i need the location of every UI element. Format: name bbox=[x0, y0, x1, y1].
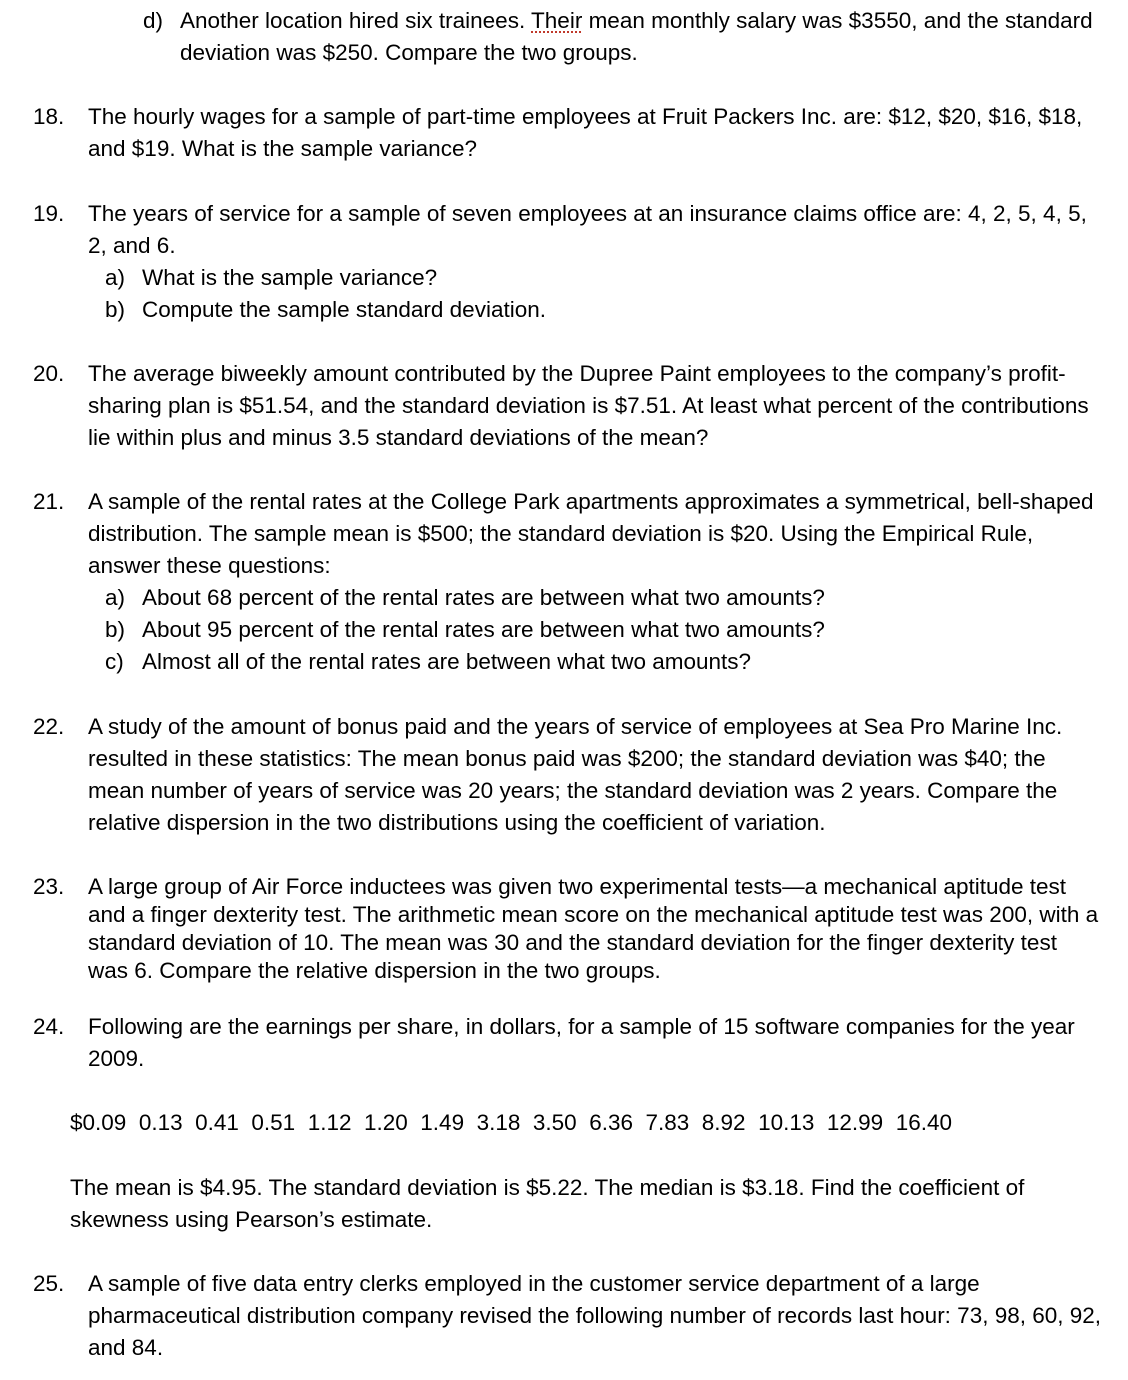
question-text: The average biweekly amount contributed by the Dupree Paint employees to the company’s profit-sharing plan is $51.54, and the standard deviation is $7.51. At least what percent of the contributions lie within plus and minus 3.5 standard deviations of the mean? bbox=[88, 361, 1089, 450]
sub-question-label: d) bbox=[143, 8, 164, 33]
question-22 bbox=[33, 711, 1103, 839]
sub-question-text: About 95 percent of the rental rates are between what two amounts? bbox=[142, 617, 825, 642]
question-number: 25. bbox=[33, 1271, 65, 1296]
earnings-value: 0.13 bbox=[138, 1110, 183, 1135]
sub-question-text: Almost all of the rental rates are between what two amounts? bbox=[142, 649, 752, 674]
question-24 bbox=[33, 1011, 1103, 1075]
earnings-value: 7.83 bbox=[645, 1110, 690, 1135]
question-19 bbox=[33, 198, 1103, 326]
earnings-value: 3.50 bbox=[532, 1110, 577, 1135]
sub-question bbox=[143, 5, 1103, 69]
question-number: 18. bbox=[33, 104, 65, 129]
earnings-value: 8.92 bbox=[701, 1110, 746, 1135]
sub-question-label: b) bbox=[105, 297, 126, 322]
earnings-value: 10.13 bbox=[758, 1110, 815, 1135]
earnings-value: 1.49 bbox=[420, 1110, 465, 1135]
text-segment: mean monthly salary was $3550, and the standard deviation was $250. Compare the two groups. bbox=[180, 8, 1093, 65]
grammar-flagged-word[interactable]: Their bbox=[531, 8, 583, 33]
question-number: 22. bbox=[33, 714, 65, 739]
sub-question-text: What is the sample variance? bbox=[142, 265, 438, 290]
sub-question-text: Compute the sample standard deviation. bbox=[142, 297, 546, 322]
question-number: 24. bbox=[33, 1014, 65, 1039]
question-21 bbox=[33, 486, 1103, 678]
question-number: 20. bbox=[33, 361, 65, 386]
question-23 bbox=[33, 873, 1103, 985]
text-segment: Another location hired six trainees. bbox=[180, 8, 532, 33]
sub-question bbox=[105, 294, 1103, 326]
earnings-value: 16.40 bbox=[895, 1110, 953, 1135]
sub-question-label: a) bbox=[105, 585, 126, 610]
earnings-value: 6.36 bbox=[589, 1110, 633, 1135]
sub-question bbox=[105, 582, 1103, 614]
question-25 bbox=[33, 1268, 1103, 1364]
sub-question-text: About 68 percent of the rental rates are between what two amounts? bbox=[142, 585, 825, 610]
question-number: 23. bbox=[33, 874, 65, 899]
earnings-value: 3.18 bbox=[476, 1110, 521, 1135]
question-text: The hourly wages for a sample of part-time employees at Fruit Packers Inc. are: $12, $20, $16, $18, and $19. What is the sample variance? bbox=[88, 104, 1083, 161]
question-text: A large group of Air Force inductees was given two experimental tests—a mechanical aptitude test and a finger dexterity test. The arithmetic mean score on the mechanical aptitude test was 200, with a standard deviation of 10. The mean was 30 and the standard deviation for the finger dexterity test was 6. Compare the relative dispersion in the two groups. bbox=[88, 874, 1099, 983]
earnings-value: 0.51 bbox=[251, 1110, 296, 1135]
earnings-value: 1.20 bbox=[364, 1110, 408, 1135]
question-text: The years of service for a sample of seven employees at an insurance claims office are: 4, 2, 5, 4, 5, 2, and 6. bbox=[88, 201, 1087, 258]
sub-question-label: a) bbox=[105, 265, 126, 290]
sub-question-text bbox=[180, 5, 1103, 69]
question-17d bbox=[33, 5, 1103, 69]
question-text: Following are the earnings per share, in dollars, for a sample of 15 software companies for the year 2009. bbox=[88, 1014, 1075, 1071]
earnings-value: 0.41 bbox=[195, 1110, 239, 1135]
question-text: A sample of five data entry clerks employed in the customer service department of a large pharmaceutical distribution company revised the following number of records last hour: 73, 98, 60, 92, and 84. bbox=[88, 1271, 1102, 1360]
earnings-value: 12.99 bbox=[826, 1110, 884, 1135]
sub-question-label: b) bbox=[105, 617, 126, 642]
question-number: 19. bbox=[33, 201, 65, 226]
question-text: A study of the amount of bonus paid and the years of service of employees at Sea Pro Marine Inc. resulted in these statistics: The mean bonus paid was $200; the standard deviation was $40; the mean number of years of service was 20 years; the standard deviation was 2 years. Compare the relative dispersion in the two distributions using the coefficient of variation. bbox=[88, 714, 1063, 835]
earnings-value: 1.12 bbox=[307, 1110, 352, 1135]
question-18 bbox=[33, 101, 1103, 165]
sub-question-label: c) bbox=[105, 649, 124, 674]
sub-question bbox=[105, 614, 1103, 646]
sub-question bbox=[105, 262, 1103, 294]
question-20 bbox=[33, 358, 1103, 454]
question-number: 21. bbox=[33, 489, 65, 514]
question-24-followup: The mean is $4.95. The standard deviation is $5.22. The median is $3.18. Find the coefficient of skewness using Pearson’s estimate. bbox=[70, 1175, 1025, 1232]
earnings-values-list bbox=[70, 1107, 965, 1139]
earnings-value: $0.09 bbox=[70, 1110, 127, 1135]
question-text: A sample of the rental rates at the College Park apartments approximates a symmetrical, bell-shaped distribution. The sample mean is $500; the standard deviation is $20. Using the Empirical Rule, answer these questions: bbox=[88, 489, 1094, 578]
sub-question bbox=[105, 646, 1103, 678]
